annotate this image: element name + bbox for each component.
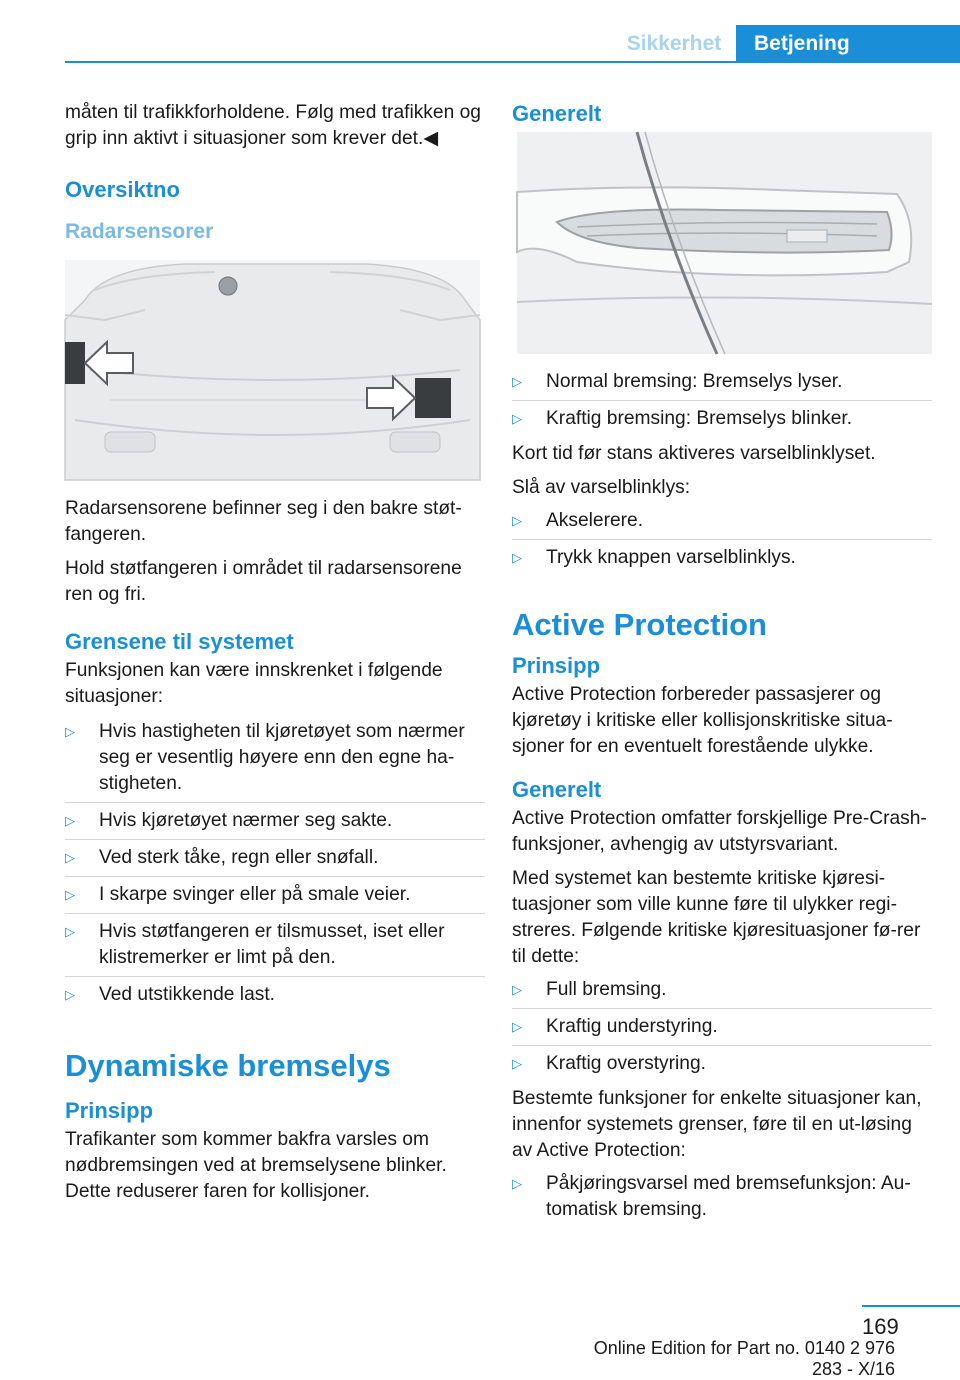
footer-rule bbox=[862, 1305, 960, 1307]
list-item: ▷ Ved sterk tåke, regn eller snøfall. bbox=[65, 840, 485, 877]
radar-text-1: Radarsensorene befinner seg i den bakre støt-fangeren. bbox=[65, 498, 462, 545]
bullet-triangle-icon: ▷ bbox=[512, 1019, 522, 1034]
heading-generelt-1: Generelt bbox=[512, 101, 602, 126]
bullet-triangle-icon: ▷ bbox=[65, 887, 75, 902]
list-item: ▷ Normal bremsing: Bremselys lyser. bbox=[512, 364, 932, 401]
intro-text: måten til trafikkforholdene. Følg med trafikken og grip inn aktivt i situasjoner som krever det.◀ bbox=[65, 102, 481, 149]
heading-prinsipp-left: Prinsipp bbox=[65, 1098, 154, 1123]
footer-edition: Online Edition for Part no. 0140 2 976 283 - X/16 bbox=[593, 1338, 895, 1379]
list-item: ▷ Kraftig understyring. bbox=[512, 1009, 932, 1046]
heading-generelt-2: Generelt bbox=[512, 777, 602, 802]
radar-text-2: Hold støtfangeren i området til radarsensorene ren og fri. bbox=[65, 558, 462, 605]
critical-situations-list bbox=[512, 972, 932, 1082]
bullet-triangle-icon: ▷ bbox=[512, 1176, 522, 1191]
bullet-triangle-icon: ▷ bbox=[65, 987, 75, 1002]
taillight-illustration bbox=[517, 132, 932, 354]
grensene-text: Funksjonen kan være innskrenket i følgende situasjoner: bbox=[65, 660, 443, 707]
list-item: ▷ Kraftig overstyring. bbox=[512, 1046, 932, 1082]
bullet-triangle-icon: ▷ bbox=[65, 813, 75, 828]
bestemte-text: Bestemte funksjoner for enkelte situasjoner kan, innenfor systemets grenser, føre til en ut-løsing av Active Protection: bbox=[512, 1088, 922, 1161]
list-item: ▷ Trykk knappen varselblinklys. bbox=[512, 540, 932, 576]
trigger-list bbox=[512, 1166, 932, 1228]
heading-radarsensorer: Radarsensorer bbox=[65, 220, 214, 243]
bullet-triangle-icon: ▷ bbox=[65, 924, 75, 939]
tab-sikkerhet[interactable]: Sikkerhet bbox=[626, 32, 722, 55]
bullet-triangle-icon: ▷ bbox=[512, 550, 522, 565]
list-item: ▷ Hvis støtfangeren er tilsmusset, iset eller klistremerker er limt på den. bbox=[65, 914, 485, 977]
prinsipp-right-text: Active Protection forbereder passasjerer og kjøretøy i kritiske eller kollisjonskritiske situa-sjoner for en eventuelt forestående ulykke. bbox=[512, 684, 893, 757]
list-item: ▷ I skarpe svinger eller på smale veier. bbox=[65, 877, 485, 914]
list-item: ▷ Full bremsing. bbox=[512, 972, 932, 1009]
heading-active-protection: Active Protection bbox=[512, 607, 767, 642]
kort-tid-text: Kort tid før stans aktiveres varselblinklyset. bbox=[512, 443, 876, 464]
car-rear-illustration bbox=[65, 260, 480, 480]
hazard-off-list bbox=[512, 503, 932, 576]
list-item: ▷ Kraftig bremsing: Bremselys blinker. bbox=[512, 401, 932, 437]
radar-sensor-illustration bbox=[65, 260, 480, 480]
list-item: ▷ Ved utstikkende last. bbox=[65, 977, 485, 1013]
bullet-triangle-icon: ▷ bbox=[65, 724, 75, 739]
brake-light-illustration bbox=[517, 132, 932, 354]
bullet-triangle-icon: ▷ bbox=[512, 513, 522, 528]
list-item: ▷ Påkjøringsvarsel med bremsefunksjon: Au-tomatisk bremsing. bbox=[512, 1166, 932, 1228]
left-column bbox=[65, 100, 485, 1213]
generelt-text-1: Active Protection omfatter forskjellige Pre-Crash-funksjoner, avhengig av utstyrsvariant. bbox=[512, 808, 927, 855]
bullet-triangle-icon: ▷ bbox=[65, 850, 75, 865]
list-item: ▷ Hvis kjøretøyet nærmer seg sakte. bbox=[65, 803, 485, 840]
bullet-triangle-icon: ▷ bbox=[512, 982, 522, 997]
list-item: ▷ Hvis hastigheten til kjøretøyet som nærmer seg er vesentlig høyere enn den egne ha-stigheten. bbox=[65, 714, 485, 803]
bullet-triangle-icon: ▷ bbox=[512, 374, 522, 389]
list-item: ▷ Akselerere. bbox=[512, 503, 932, 540]
heading-grensene: Grensene til systemet bbox=[65, 629, 294, 654]
page-number: 169 bbox=[862, 1314, 899, 1339]
generelt-text-2: Med systemet kan bestemte kritiske kjøresi-tuasjoner som ville kunne føre til ulykker regi-streres. Følgende kritiske kjøresituasjoner fø-rer til dette: bbox=[512, 868, 921, 967]
brake-list bbox=[512, 364, 932, 437]
bullet-triangle-icon: ▷ bbox=[512, 1056, 522, 1071]
right-column bbox=[512, 100, 932, 1232]
tab-betjening[interactable]: Betjening bbox=[736, 25, 960, 62]
prinsipp-left-text: Trafikanter som kommer bakfra varsles om nødbremsingen ved at bremselysene blinker. Dette reduserer faren for kollisjoner. bbox=[65, 1129, 447, 1202]
heading-dynamiske-bremselys: Dynamiske bremselys bbox=[65, 1048, 391, 1083]
heading-prinsipp-right: Prinsipp bbox=[512, 653, 601, 678]
bullet-triangle-icon: ▷ bbox=[512, 411, 522, 426]
sla-av-text: Slå av varselblinklys: bbox=[512, 477, 691, 498]
limits-list bbox=[65, 714, 485, 1013]
heading-oversikt: Oversiktno bbox=[65, 177, 180, 202]
